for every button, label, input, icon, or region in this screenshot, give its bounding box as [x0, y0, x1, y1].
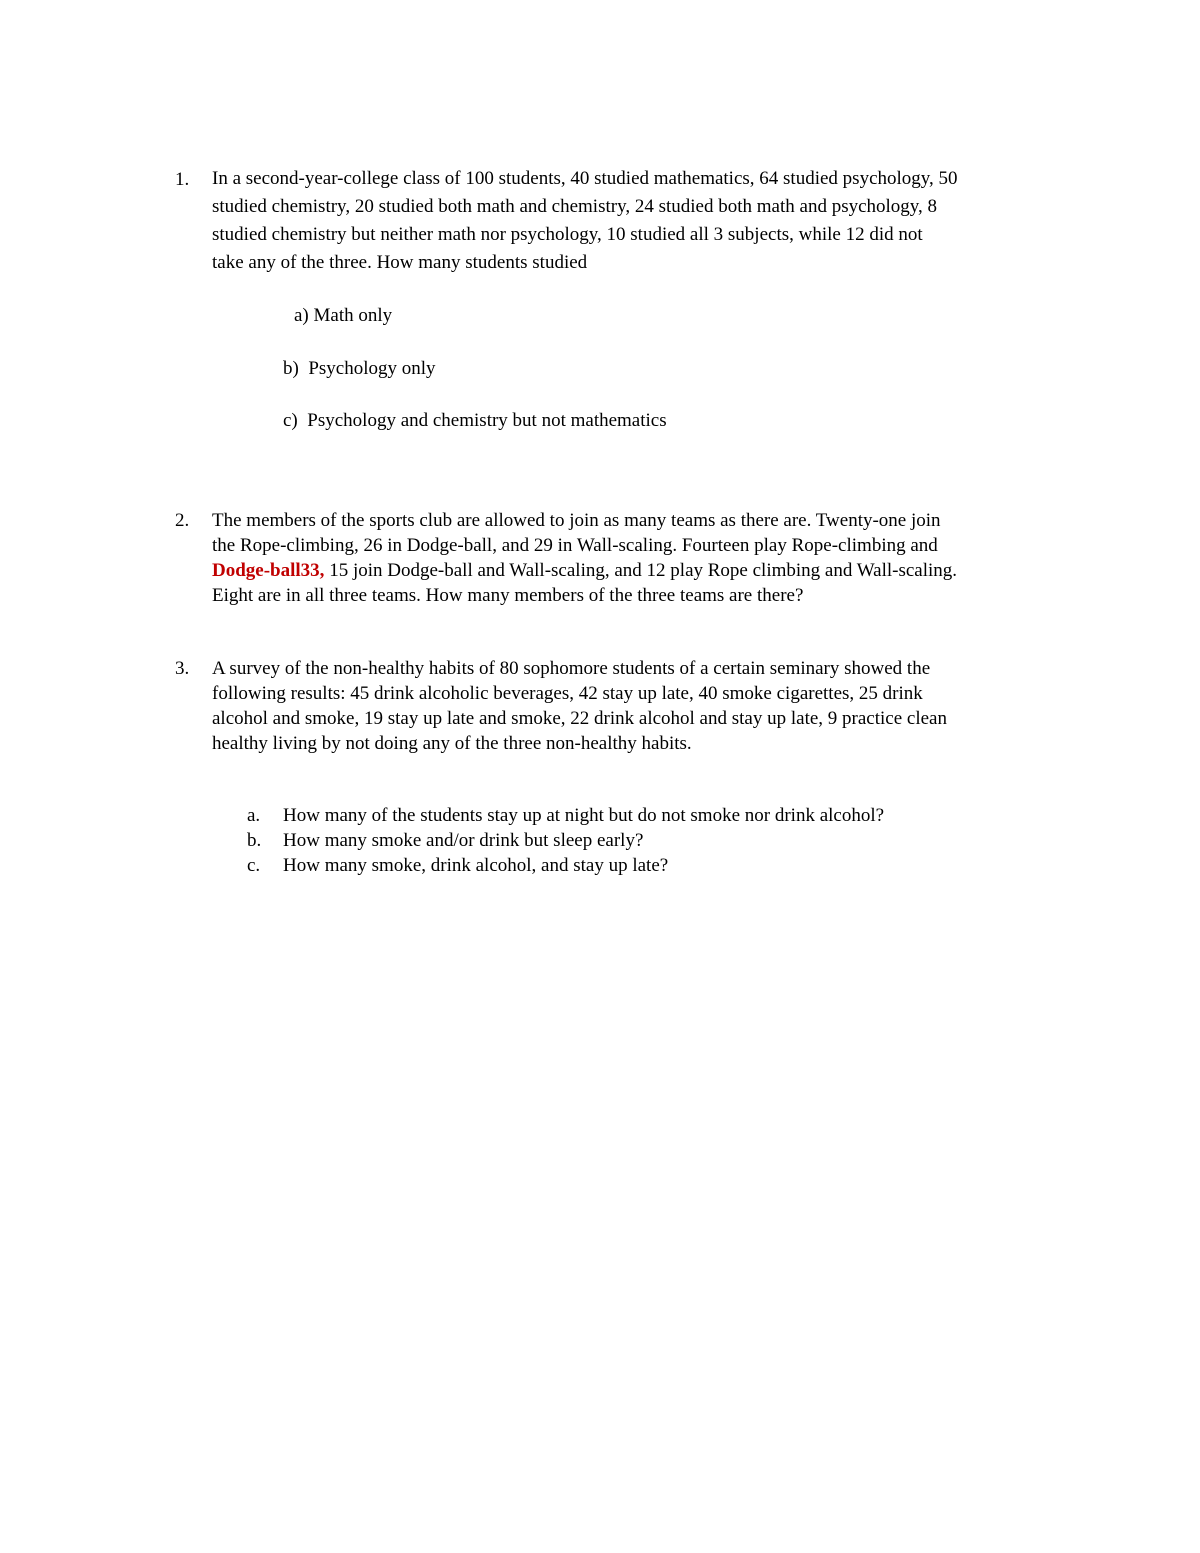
- question-1-sub-c: [283, 408, 667, 433]
- question-1-sub-a: [294, 303, 392, 328]
- question-3-line-2: following results: 45 drink alcoholic beverages, 42 stay up late, 40 smoke cigarettes, 25 drink: [212, 683, 923, 704]
- question-2-text: [212, 508, 1092, 608]
- question-3-sub-b-text: How many smoke and/or drink but sleep early?: [283, 830, 644, 851]
- question-1-text: [212, 165, 1092, 277]
- question-2-line-3-rest: 15 join Dodge-ball and Wall-scaling, and 12 play Rope climbing and Wall-scaling.: [324, 560, 958, 581]
- question-3-sub-c-label: c.: [247, 855, 261, 876]
- question-3-number: 3.: [175, 658, 190, 679]
- question-1-sub-c-label: c): [283, 410, 298, 431]
- question-1-sub-a-label: a): [294, 305, 309, 326]
- question-1-sub-c-text: Psychology and chemistry but not mathematics: [307, 410, 667, 431]
- question-1-line-4: take any of the three. How many students studied: [212, 252, 588, 273]
- question-1-sub-b: [283, 356, 436, 381]
- question-1-number: 1.: [175, 169, 190, 190]
- question-3-line-4: healthy living by not doing any of the three non-healthy habits.: [212, 733, 692, 754]
- question-3-line-1: A survey of the non-healthy habits of 80 sophomore students of a certain seminary showed the: [212, 658, 931, 679]
- question-2-line-2: the Rope-climbing, 26 in Dodge-ball, and 29 in Wall-scaling. Fourteen play Rope-climbing and: [212, 535, 938, 556]
- question-1-line-2: studied chemistry, 20 studied both math and chemistry, 24 studied both math and psychology, 8: [212, 196, 938, 217]
- question-2-line-3: [212, 558, 1092, 583]
- question-1-line-3: studied chemistry but neither math nor psychology, 10 studied all 3 subjects, while 12 did not: [212, 224, 923, 245]
- question-2-line-4: Eight are in all three teams. How many members of the three teams are there?: [212, 585, 804, 606]
- question-2-line-1: The members of the sports club are allowed to join as many teams as there are. Twenty-one join: [212, 510, 941, 531]
- question-3-sub-a-label: a.: [247, 805, 261, 826]
- question-1-sub-a-text: Math only: [313, 305, 393, 326]
- question-2-number: 2.: [175, 510, 190, 531]
- question-3-line-3: alcohol and smoke, 19 stay up late and smoke, 22 drink alcohol and stay up late, 9 practice clean: [212, 708, 947, 729]
- question-1-sub-b-text: Psychology only: [308, 358, 436, 379]
- question-3-text: [212, 656, 1092, 756]
- highlighted-text: Dodge-ball33,: [212, 560, 325, 581]
- question-1-line-1: In a second-year-college class of 100 students, 40 studied mathematics, 64 studied psychology, 50: [212, 168, 958, 189]
- question-3-sub-a-text: How many of the students stay up at night but do not smoke nor drink alcohol?: [283, 805, 885, 826]
- question-1-sub-b-label: b): [283, 358, 299, 379]
- question-3-sub-b-label: b.: [247, 830, 262, 851]
- question-3-sub-c-text: How many smoke, drink alcohol, and stay up late?: [283, 855, 669, 876]
